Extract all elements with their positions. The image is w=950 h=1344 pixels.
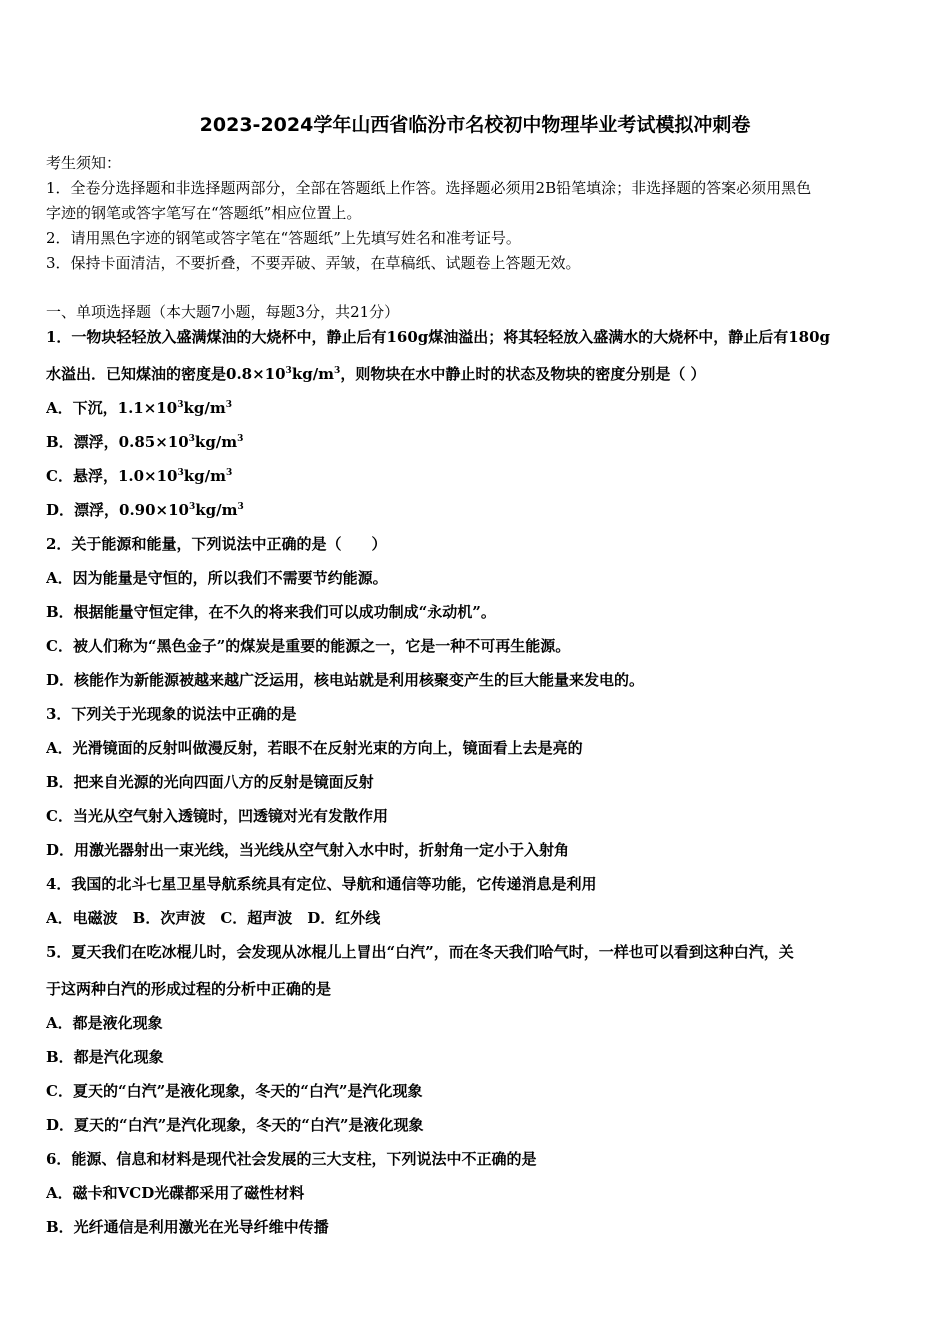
notice-item-1-cont: 字迹的钢笔或答字笔写在“答题纸”相应位置上。 bbox=[46, 204, 362, 222]
q5-option-b: B．都是汽化现象 bbox=[46, 1048, 164, 1066]
question-1-line-1: 1．一物块轻轻放入盛满煤油的大烧杯中，静止后有160g煤油溢出；将其轻轻放入盛满水的大烧杯中，静止后有180g bbox=[46, 328, 831, 346]
q5-option-a: A．都是液化现象 bbox=[46, 1014, 163, 1032]
option-exponent: 3 bbox=[188, 434, 195, 444]
q1-unit: kg/m bbox=[291, 365, 335, 383]
option-unit: kg/m bbox=[183, 399, 226, 417]
q1-text-a: 水溢出．已知煤油的密度是0.8×10 bbox=[46, 365, 286, 383]
option-unit-exponent: 3 bbox=[225, 468, 233, 478]
notice-item-3: 3．保持卡面清洁，不要折叠，不要弄破、弄皱，在草稿纸、试题卷上答题无效。 bbox=[46, 254, 581, 272]
question-5-line-2: 于这两种白汽的形成过程的分析中正确的是 bbox=[46, 980, 332, 998]
option-exponent: 3 bbox=[177, 468, 184, 478]
q2-option-a: A．因为能量是守恒的，所以我们不需要节约能源。 bbox=[46, 569, 388, 587]
question-2: 2．关于能源和能量，下列说法中正确的是（ ） bbox=[46, 535, 387, 553]
question-4: 4．我国的北斗七星卫星导航系统具有定位、导航和通信等功能，它传递消息是利用 bbox=[46, 875, 597, 893]
q1-text-c: ，则物块在水中静止时的状态及物块的密度分别是（ ） bbox=[340, 365, 706, 383]
q2-option-b: B．根据能量守恒定律，在不久的将来我们可以成功制成“永动机”。 bbox=[46, 603, 496, 621]
q5-option-c: C．夏天的“白汽”是液化现象，冬天的“白汽”是汽化现象 bbox=[46, 1082, 423, 1100]
option-exponent: 3 bbox=[188, 502, 196, 512]
q1-option-a bbox=[46, 397, 908, 419]
option-exponent: 3 bbox=[177, 400, 184, 410]
option-unit: kg/m bbox=[195, 501, 238, 519]
notice-heading: 考生须知： bbox=[46, 154, 122, 172]
question-1-line-2 bbox=[46, 363, 908, 385]
option-unit: kg/m bbox=[194, 433, 238, 451]
option-unit-exponent: 3 bbox=[225, 400, 232, 410]
option-unit-exponent: 3 bbox=[237, 434, 244, 444]
option-unit: kg/m bbox=[183, 467, 226, 485]
question-5-line-1: 5．夏天我们在吃冰棍儿时，会发现从冰棍儿上冒出“白汽”，而在冬天我们哈气时，一样也可以看到这种白汽，关 bbox=[46, 943, 794, 961]
q6-option-a: A．磁卡和VCD光碟都采用了磁性材料 bbox=[46, 1184, 305, 1202]
option-unit-exponent: 3 bbox=[237, 502, 244, 512]
q2-option-d: D．核能作为新能源被越来越广泛运用，核电站就是利用核聚变产生的巨大能量来发电的。 bbox=[46, 671, 645, 689]
q4-options: A．电磁波 B．次声波 C．超声波 D．红外线 bbox=[46, 909, 381, 927]
question-6: 6．能源、信息和材料是现代社会发展的三大支柱，下列说法中不正确的是 bbox=[46, 1150, 537, 1168]
q3-option-a: A．光滑镜面的反射叫做漫反射，若眼不在反射光束的方向上，镜面看上去是亮的 bbox=[46, 739, 583, 757]
q1-option-b bbox=[46, 431, 908, 453]
section-heading: 一、单项选择题（本大题7小题，每题3分，共21分） bbox=[46, 303, 400, 321]
option-text: A．下沉，1.1×10 bbox=[46, 399, 178, 417]
q1-option-c bbox=[46, 465, 908, 487]
q1-exponent: 3 bbox=[285, 366, 292, 376]
option-text: B．漂浮，0.85×10 bbox=[46, 433, 189, 451]
q3-option-d: D．用激光器射出一束光线，当光线从空气射入水中时，折射角一定小于入射角 bbox=[46, 841, 570, 859]
question-3: 3．下列关于光现象的说法中正确的是 bbox=[46, 705, 297, 723]
option-text: C．悬浮，1.0×10 bbox=[46, 467, 178, 485]
notice-item-1: 1．全卷分选择题和非选择题两部分，全部在答题纸上作答。选择题必须用2B铅笔填涂；非选择题的答案必须用黑色 bbox=[46, 179, 812, 197]
option-text: D．漂浮，0.90×10 bbox=[46, 501, 189, 519]
page-title: 2023-2024学年山西省临汾市名校初中物理毕业考试模拟冲刺卷 bbox=[199, 114, 751, 136]
notice-item-2: 2．请用黑色字迹的钢笔或答字笔在“答题纸”上先填写姓名和准考证号。 bbox=[46, 229, 521, 247]
q2-option-c: C．被人们称为“黑色金子”的煤炭是重要的能源之一，它是一种不可再生能源。 bbox=[46, 637, 571, 655]
q6-option-b: B．光纤通信是利用激光在光导纤维中传播 bbox=[46, 1218, 329, 1236]
q5-option-d: D．夏天的“白汽”是汽化现象，冬天的“白汽”是液化现象 bbox=[46, 1116, 424, 1134]
q3-option-c: C．当光从空气射入透镜时，凹透镜对光有发散作用 bbox=[46, 807, 388, 825]
q3-option-b: B．把来自光源的光向四面八方的反射是镜面反射 bbox=[46, 773, 374, 791]
q1-option-d bbox=[46, 499, 908, 521]
q1-unit-exponent: 3 bbox=[334, 366, 341, 376]
